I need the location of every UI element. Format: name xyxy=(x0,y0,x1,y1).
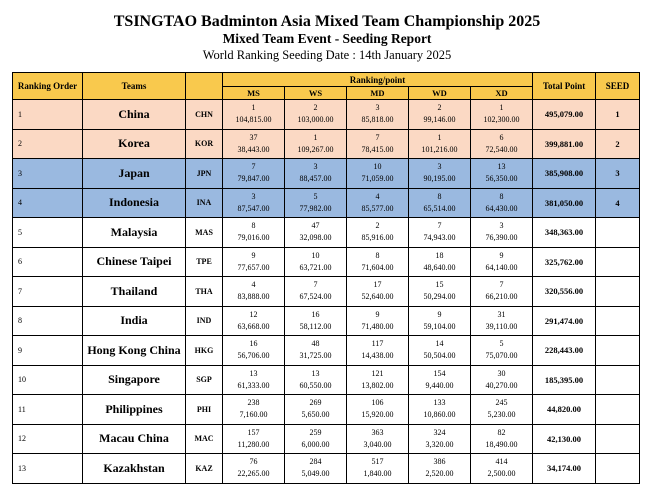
category-points: 79,016.00 xyxy=(237,233,270,243)
category-points: 65,514.00 xyxy=(423,203,456,213)
team-code-cell: THA xyxy=(186,277,223,307)
category-cell xyxy=(471,247,533,277)
table-row xyxy=(13,247,640,277)
header-ranking-point: Ranking/point xyxy=(223,73,533,87)
team-name-cell: Indonesia xyxy=(83,188,186,218)
total-point-cell: 44,820.00 xyxy=(533,395,596,425)
category-points: 56,350.00 xyxy=(485,174,518,184)
category-cell xyxy=(347,454,409,484)
category-points: 85,818.00 xyxy=(361,115,394,125)
team-name-cell: Japan xyxy=(83,159,186,189)
category-points: 32,098.00 xyxy=(299,233,332,243)
category-rank: 3 xyxy=(251,191,256,201)
category-points: 63,721.00 xyxy=(299,262,332,272)
team-name-cell: Thailand xyxy=(83,277,186,307)
category-points: 59,104.00 xyxy=(423,321,456,331)
category-cell xyxy=(285,336,347,366)
header-category-xd: XD xyxy=(471,87,533,100)
category-cell xyxy=(347,218,409,248)
ranking-order-cell: 5 xyxy=(13,218,83,248)
category-points: 50,504.00 xyxy=(423,351,456,361)
total-point-cell: 495,079.00 xyxy=(533,100,596,130)
category-rank: 4 xyxy=(375,191,380,201)
category-cell xyxy=(409,365,471,395)
total-point-cell: 185,395.00 xyxy=(533,365,596,395)
ranking-order-cell: 6 xyxy=(13,247,83,277)
seed-cell: 1 xyxy=(596,100,640,130)
category-rank: 324 xyxy=(433,427,446,437)
category-cell xyxy=(285,159,347,189)
team-code-cell: CHN xyxy=(186,100,223,130)
category-points: 79,847.00 xyxy=(237,174,270,184)
ranking-order-cell: 8 xyxy=(13,306,83,336)
category-points: 10,860.00 xyxy=(423,410,456,420)
category-rank: 386 xyxy=(433,457,446,467)
header-total-point: Total Point xyxy=(533,73,596,100)
total-point-cell: 42,130.00 xyxy=(533,424,596,454)
seed-cell xyxy=(596,218,640,248)
total-point-cell: 291,474.00 xyxy=(533,306,596,336)
team-code-cell: JPN xyxy=(186,159,223,189)
category-points: 77,982.00 xyxy=(299,203,332,213)
seed-cell xyxy=(596,277,640,307)
category-rank: 3 xyxy=(375,103,380,113)
header-category-ms: MS xyxy=(223,87,285,100)
total-point-cell: 381,050.00 xyxy=(533,188,596,218)
category-points: 71,480.00 xyxy=(361,321,394,331)
category-rank: 76 xyxy=(249,457,258,467)
category-rank: 7 xyxy=(499,280,504,290)
category-cell xyxy=(285,247,347,277)
category-points: 102,300.00 xyxy=(483,115,520,125)
category-rank: 284 xyxy=(309,457,322,467)
category-rank: 9 xyxy=(437,309,442,319)
team-code-cell: IND xyxy=(186,306,223,336)
team-name-cell: India xyxy=(83,306,186,336)
category-cell xyxy=(409,247,471,277)
category-rank: 8 xyxy=(251,221,256,231)
category-rank: 1 xyxy=(251,103,256,113)
category-cell xyxy=(223,188,285,218)
total-point-cell: 325,762.00 xyxy=(533,247,596,277)
category-cell xyxy=(471,218,533,248)
table-row xyxy=(13,277,640,307)
category-points: 5,650.00 xyxy=(301,410,330,420)
report-subtitle: Mixed Team Event - Seeding Report xyxy=(222,31,432,46)
category-points: 1,840.00 xyxy=(363,469,392,479)
category-cell xyxy=(285,277,347,307)
header-seed: SEED xyxy=(596,73,640,100)
category-cell xyxy=(223,159,285,189)
seed-cell xyxy=(596,424,640,454)
category-points: 72,540.00 xyxy=(485,144,518,154)
category-rank: 117 xyxy=(371,339,384,349)
team-code-cell: HKG xyxy=(186,336,223,366)
category-cell xyxy=(223,454,285,484)
category-cell xyxy=(471,188,533,218)
category-points: 40,270.00 xyxy=(485,380,518,390)
table-row xyxy=(13,218,640,248)
category-cell xyxy=(347,277,409,307)
table-row xyxy=(13,454,640,484)
category-rank: 157 xyxy=(247,427,260,437)
table-row xyxy=(13,306,640,336)
category-rank: 1 xyxy=(499,103,504,113)
category-rank: 2 xyxy=(437,103,442,113)
category-cell xyxy=(347,336,409,366)
category-cell xyxy=(409,395,471,425)
category-points: 18,490.00 xyxy=(485,439,518,449)
category-rank: 269 xyxy=(309,398,322,408)
category-cell xyxy=(285,100,347,130)
category-points: 15,920.00 xyxy=(361,410,394,420)
report-title: TSINGTAO Badminton Asia Mixed Team Championship 2025 xyxy=(113,13,541,30)
category-points: 66,210.00 xyxy=(485,292,518,302)
category-cell xyxy=(471,277,533,307)
seed-cell xyxy=(596,336,640,366)
category-rank: 3 xyxy=(313,162,318,172)
category-cell xyxy=(285,306,347,336)
category-points: 3,040.00 xyxy=(363,439,392,449)
category-rank: 259 xyxy=(309,427,322,437)
category-rank: 7 xyxy=(437,221,442,231)
category-cell xyxy=(347,395,409,425)
category-points: 11,280.00 xyxy=(237,439,270,449)
category-cell xyxy=(347,159,409,189)
seed-cell: 3 xyxy=(596,159,640,189)
category-rank: 18 xyxy=(435,250,444,260)
ranking-order-cell: 4 xyxy=(13,188,83,218)
table-row xyxy=(13,395,640,425)
category-rank: 9 xyxy=(251,250,256,260)
total-point-cell: 34,174.00 xyxy=(533,454,596,484)
team-code-cell: INA xyxy=(186,188,223,218)
category-cell xyxy=(285,454,347,484)
category-cell xyxy=(347,129,409,159)
header-category-wd: WD xyxy=(409,87,471,100)
category-points: 101,216.00 xyxy=(421,144,458,154)
category-points: 60,550.00 xyxy=(299,380,332,390)
total-point-cell: 399,881.00 xyxy=(533,129,596,159)
category-rank: 3 xyxy=(437,162,442,172)
header-category-md: MD xyxy=(347,87,409,100)
category-cell xyxy=(347,424,409,454)
category-points: 85,577.00 xyxy=(361,203,394,213)
category-rank: 245 xyxy=(495,398,508,408)
category-rank: 133 xyxy=(433,398,446,408)
category-cell xyxy=(347,306,409,336)
category-cell xyxy=(409,188,471,218)
category-cell xyxy=(409,336,471,366)
category-rank: 5 xyxy=(313,191,318,201)
category-points: 52,640.00 xyxy=(361,292,394,302)
category-rank: 9 xyxy=(375,309,380,319)
category-cell xyxy=(409,454,471,484)
category-rank: 5 xyxy=(499,339,504,349)
ranking-order-cell: 1 xyxy=(13,100,83,130)
category-cell xyxy=(409,424,471,454)
category-points: 31,725.00 xyxy=(299,351,332,361)
category-points: 58,112.00 xyxy=(299,321,332,331)
category-cell xyxy=(285,129,347,159)
team-code-cell: MAC xyxy=(186,424,223,454)
category-cell xyxy=(223,129,285,159)
category-cell xyxy=(223,424,285,454)
category-cell xyxy=(471,129,533,159)
category-points: 64,430.00 xyxy=(485,203,518,213)
ranking-order-cell: 7 xyxy=(13,277,83,307)
header-teams: Teams xyxy=(83,73,186,100)
category-rank: 7 xyxy=(375,132,380,142)
category-cell xyxy=(471,306,533,336)
category-points: 7,160.00 xyxy=(239,410,268,420)
category-cell xyxy=(285,188,347,218)
category-rank: 17 xyxy=(373,280,382,290)
category-points: 75,070.00 xyxy=(485,351,518,361)
category-rank: 1 xyxy=(437,132,442,142)
category-rank: 31 xyxy=(497,309,506,319)
category-points: 5,049.00 xyxy=(301,469,330,479)
category-rank: 517 xyxy=(371,457,384,467)
seed-cell xyxy=(596,306,640,336)
category-rank: 2 xyxy=(313,103,318,113)
category-points: 71,059.00 xyxy=(361,174,394,184)
category-rank: 8 xyxy=(375,250,380,260)
category-cell xyxy=(471,424,533,454)
category-rank: 3 xyxy=(499,221,504,231)
team-name-cell: Chinese Taipei xyxy=(83,247,186,277)
seeding-table xyxy=(12,72,640,484)
category-points: 99,146.00 xyxy=(423,115,456,125)
seed-cell: 4 xyxy=(596,188,640,218)
category-cell xyxy=(223,218,285,248)
category-rank: 30 xyxy=(497,368,506,378)
category-cell xyxy=(409,129,471,159)
category-cell xyxy=(347,188,409,218)
category-cell xyxy=(409,218,471,248)
category-points: 6,000.00 xyxy=(301,439,330,449)
ranking-order-cell: 3 xyxy=(13,159,83,189)
category-cell xyxy=(347,365,409,395)
category-points: 2,520.00 xyxy=(425,469,454,479)
category-cell xyxy=(471,159,533,189)
category-points: 88,457.00 xyxy=(299,174,332,184)
team-name-cell: Malaysia xyxy=(83,218,186,248)
category-points: 109,267.00 xyxy=(297,144,334,154)
category-cell xyxy=(409,159,471,189)
category-rank: 10 xyxy=(311,250,320,260)
category-rank: 154 xyxy=(433,368,446,378)
team-code-cell: KAZ xyxy=(186,454,223,484)
header-ranking-order: Ranking Order xyxy=(13,73,83,100)
category-points: 5,230.00 xyxy=(487,410,516,420)
category-points: 71,604.00 xyxy=(361,262,394,272)
category-points: 67,524.00 xyxy=(299,292,332,302)
category-points: 77,657.00 xyxy=(237,262,270,272)
category-rank: 12 xyxy=(249,309,258,319)
category-rank: 8 xyxy=(499,191,504,201)
category-cell xyxy=(223,100,285,130)
category-rank: 238 xyxy=(247,398,260,408)
ranking-order-cell: 9 xyxy=(13,336,83,366)
team-code-cell: KOR xyxy=(186,129,223,159)
report-header xyxy=(0,0,654,64)
category-rank: 13 xyxy=(497,162,506,172)
total-point-cell: 228,443.00 xyxy=(533,336,596,366)
table-row xyxy=(13,129,640,159)
category-points: 104,815.00 xyxy=(235,115,272,125)
category-rank: 13 xyxy=(311,368,320,378)
category-rank: 414 xyxy=(495,457,508,467)
category-points: 14,438.00 xyxy=(361,351,394,361)
category-rank: 1 xyxy=(313,132,318,142)
category-cell xyxy=(223,336,285,366)
category-cell xyxy=(223,395,285,425)
category-points: 38,443.00 xyxy=(237,144,270,154)
seed-cell xyxy=(596,247,640,277)
seed-cell xyxy=(596,395,640,425)
category-cell xyxy=(285,365,347,395)
category-rank: 6 xyxy=(499,132,504,142)
table-row xyxy=(13,336,640,366)
category-points: 103,000.00 xyxy=(297,115,334,125)
category-cell xyxy=(347,100,409,130)
category-rank: 7 xyxy=(251,162,256,172)
category-cell xyxy=(285,395,347,425)
category-rank: 7 xyxy=(313,280,318,290)
category-cell xyxy=(223,277,285,307)
table-row xyxy=(13,188,640,218)
category-points: 63,668.00 xyxy=(237,321,270,331)
team-name-cell: China xyxy=(83,100,186,130)
ranking-order-cell: 11 xyxy=(13,395,83,425)
category-rank: 106 xyxy=(371,398,384,408)
seed-cell xyxy=(596,365,640,395)
category-cell xyxy=(285,218,347,248)
category-rank: 14 xyxy=(435,339,444,349)
total-point-cell: 320,556.00 xyxy=(533,277,596,307)
team-name-cell: Korea xyxy=(83,129,186,159)
category-rank: 16 xyxy=(311,309,320,319)
category-rank: 48 xyxy=(311,339,320,349)
total-point-cell: 385,908.00 xyxy=(533,159,596,189)
category-cell xyxy=(471,454,533,484)
category-cell xyxy=(409,277,471,307)
table-row xyxy=(13,159,640,189)
category-points: 78,415.00 xyxy=(361,144,394,154)
total-point-cell: 348,363.00 xyxy=(533,218,596,248)
category-rank: 2 xyxy=(375,221,380,231)
category-cell xyxy=(223,365,285,395)
category-points: 3,320.00 xyxy=(425,439,454,449)
team-name-cell: Hong Kong China xyxy=(83,336,186,366)
ranking-order-cell: 10 xyxy=(13,365,83,395)
category-cell xyxy=(409,306,471,336)
ranking-order-cell: 2 xyxy=(13,129,83,159)
category-cell xyxy=(223,306,285,336)
category-cell xyxy=(409,100,471,130)
table-row xyxy=(13,424,640,454)
category-rank: 15 xyxy=(435,280,444,290)
category-points: 56,706.00 xyxy=(237,351,270,361)
team-name-cell: Philippines xyxy=(83,395,186,425)
category-points: 39,110.00 xyxy=(485,321,518,331)
team-code-cell: MAS xyxy=(186,218,223,248)
category-rank: 8 xyxy=(437,191,442,201)
category-points: 76,390.00 xyxy=(485,233,518,243)
category-points: 22,265.00 xyxy=(237,469,270,479)
seeding-date: World Ranking Seeding Date : 14th January 2025 xyxy=(202,48,452,62)
seed-cell xyxy=(596,454,640,484)
team-name-cell: Singapore xyxy=(83,365,186,395)
category-points: 83,888.00 xyxy=(237,292,270,302)
category-rank: 37 xyxy=(249,132,258,142)
category-cell xyxy=(471,395,533,425)
category-rank: 4 xyxy=(251,280,256,290)
team-code-cell: PHI xyxy=(186,395,223,425)
category-rank: 16 xyxy=(249,339,258,349)
category-points: 74,943.00 xyxy=(423,233,456,243)
seed-cell: 2 xyxy=(596,129,640,159)
category-cell xyxy=(223,247,285,277)
category-cell xyxy=(471,336,533,366)
category-cell xyxy=(471,100,533,130)
ranking-order-cell: 13 xyxy=(13,454,83,484)
table-row xyxy=(13,365,640,395)
team-name-cell: Macau China xyxy=(83,424,186,454)
category-points: 50,294.00 xyxy=(423,292,456,302)
category-cell xyxy=(471,365,533,395)
category-points: 48,640.00 xyxy=(423,262,456,272)
category-rank: 9 xyxy=(499,250,504,260)
category-rank: 13 xyxy=(249,368,258,378)
category-rank: 363 xyxy=(371,427,384,437)
category-points: 2,500.00 xyxy=(487,469,516,479)
ranking-order-cell: 12 xyxy=(13,424,83,454)
category-points: 61,333.00 xyxy=(237,380,270,390)
header-category-ws: WS xyxy=(285,87,347,100)
category-cell xyxy=(285,424,347,454)
table-row xyxy=(13,100,640,130)
category-rank: 47 xyxy=(311,221,320,231)
category-cell xyxy=(347,247,409,277)
category-points: 90,195.00 xyxy=(423,174,456,184)
category-rank: 121 xyxy=(371,368,384,378)
team-name-cell: Kazakhstan xyxy=(83,454,186,484)
category-rank: 10 xyxy=(373,162,382,172)
category-points: 13,802.00 xyxy=(361,380,394,390)
category-points: 9,440.00 xyxy=(425,380,454,390)
header-code xyxy=(186,73,223,100)
category-points: 64,140.00 xyxy=(485,262,518,272)
team-code-cell: TPE xyxy=(186,247,223,277)
category-points: 85,916.00 xyxy=(361,233,394,243)
team-code-cell: SGP xyxy=(186,365,223,395)
category-rank: 82 xyxy=(497,427,506,437)
category-points: 87,547.00 xyxy=(237,203,270,213)
